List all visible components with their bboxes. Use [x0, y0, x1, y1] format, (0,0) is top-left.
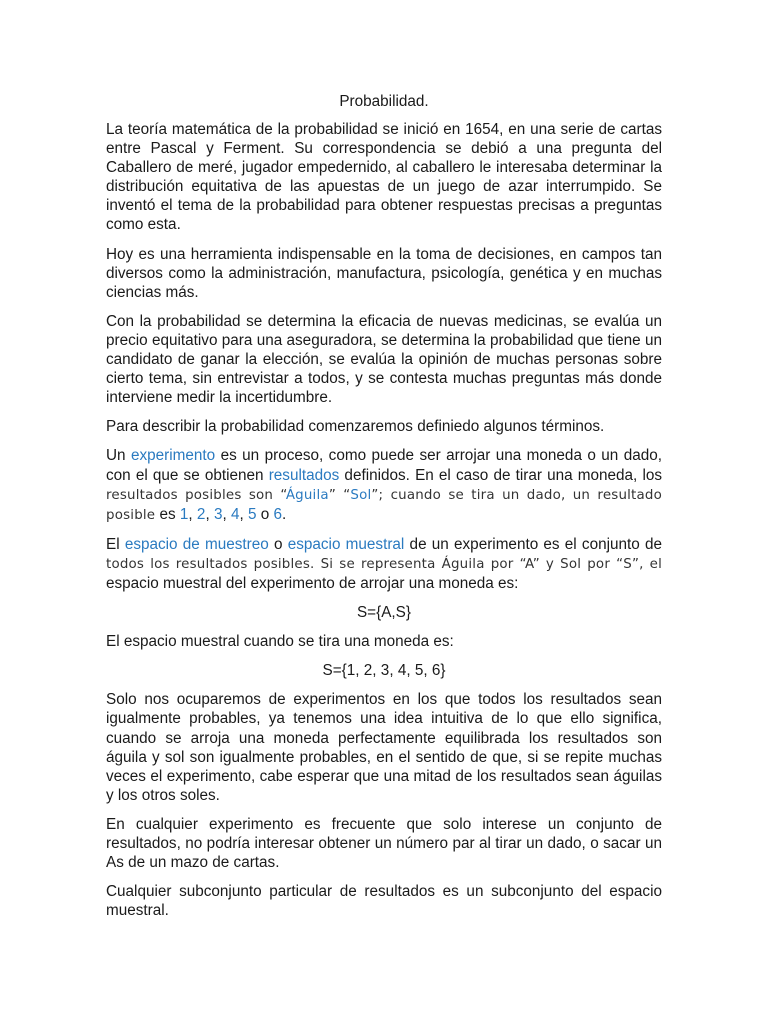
term-aguila: Águila [285, 487, 329, 503]
page-title: Probabilidad. [339, 93, 429, 110]
paragraph-applications: Con la probabilidad se determina la eficacia de nuevas medicinas, se evalúa un precio equitativo para una aseguradora, se determina la probabilidad que tiene un candidato de ganar la elección, se evalúa la opinión de muchas personas sobre cierto tema, sin entrevistar a todos, y se contesta muchas preguntas más donde interviene medir la incertidumbre. [106, 312, 662, 407]
die-value: 2 [196, 505, 206, 523]
term-espacio-muestral: espacio muestral [287, 535, 405, 553]
die-value: 5 [247, 505, 257, 523]
paragraph-usage: Hoy es una herramienta indispensable en la toma de decisiones, en campos tan diversos como la administración, manufactura, psicología, genética y en muchas ciencias más. [106, 245, 662, 301]
paragraph-subset: Cualquier subconjunto particular de resultados es un subconjunto del espacio muestral. [106, 883, 662, 920]
paragraph-history: La teoría matemática de la probabilidad se inició en 1654, en una serie de cartas entre Pascal y Ferment. Su correspondencia se debió a una pregunta del Caballero de meré, jugador empedernido, al caballero le interesaba determinar la distribución equitativa de las apuestas de un juego de azar interrumpido. Se inventó el tema de la probabilidad para obtener respuestas precisas a preguntas como esta. [106, 121, 662, 234]
paragraph-definitions-intro: Para describir la probabilidad comenzaremos definiedo algunos términos. [106, 418, 605, 436]
die-value: 6 [273, 505, 283, 523]
equation-coin: S={A,S} [356, 604, 411, 622]
paragraph-equally-likely: Solo nos ocuparemos de experimentos en los que todos los resultados sean igualmente probables, ya tenemos una idea intuitiva de lo que ello significa, cuando se arroja una moneda perfectamente equilibrada los resultados son águila y sol son igualmente probables, en el sentido de que, si se repite muchas veces el experimento, cabe esperar que una mitad de los resultados sean águilas y los otros soles. [106, 691, 662, 804]
equation-die: S={1, 2, 3, 4, 5, 6} [322, 662, 446, 680]
paragraph-experiment: Un experimento es un proceso, como puede ser arrojar una moneda o un dado, con el que se obtienen resultados definidos. En el caso de tirar una moneda, los resultados posibles son “Águila” “Sol”; cuando se tira un dado, un resultado posible es 1, 2, 3, 4, 5 o 6. [106, 447, 663, 523]
die-value: 1 [179, 505, 189, 523]
term-espacio-de-muestreo: espacio de muestreo [124, 535, 269, 553]
paragraph-coin-space: El espacio muestral cuando se tira una moneda es: [106, 633, 454, 651]
die-value: 4 [230, 505, 240, 523]
term-experimento: experimento [130, 447, 216, 465]
term-sol: Sol [350, 487, 372, 503]
paragraph-subset-interest: En cualquier experimento es frecuente que solo interese un conjunto de resultados, no podría interesar obtener un número par al tirar un dado, o sacar un As de un mazo de cartas. [106, 815, 662, 872]
term-resultados: resultados [268, 466, 340, 484]
die-value: 3 [213, 505, 223, 523]
paragraph-sample-space: El espacio de muestreo o espacio muestral de un experimento es el conjunto de todos los resultados posibles. Si se representa Águila por “A” y Sol por “S”, el espacio muestral del experimento de arrojar una moneda es: [106, 535, 662, 592]
